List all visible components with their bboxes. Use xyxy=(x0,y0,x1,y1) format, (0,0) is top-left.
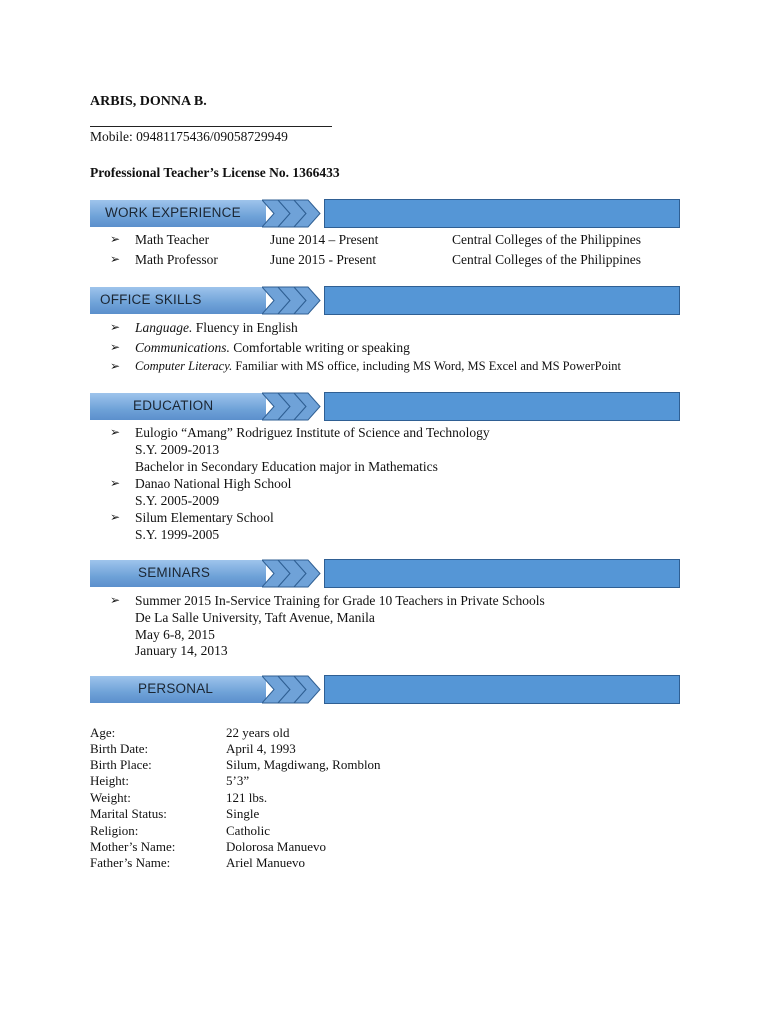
arrow-bullet-icon: ➢ xyxy=(110,320,121,334)
arrow-bullet-icon: ➢ xyxy=(110,232,121,246)
seminar-date: May 6-8, 2015 xyxy=(135,627,215,642)
section-bar xyxy=(324,286,680,315)
arrow-bullet-icon: ➢ xyxy=(110,593,121,607)
school-years: S.Y. 2009-2013 xyxy=(135,442,220,457)
school-years: S.Y. 2005-2009 xyxy=(135,493,220,508)
skill-text: Fluency in English xyxy=(195,320,298,335)
skill-text: Comfortable writing or speaking xyxy=(233,340,410,355)
personal-label: Religion: xyxy=(90,823,139,838)
personal-label: Height: xyxy=(90,773,129,788)
work-period: June 2015 - Present xyxy=(270,252,377,267)
arrow-bullet-icon: ➢ xyxy=(110,340,121,354)
teacher-license: Professional Teacher’s License No. 1366433 xyxy=(90,165,340,180)
skill-label: Communications. xyxy=(135,340,230,355)
work-title: Math Professor xyxy=(135,252,218,267)
personal-value: 121 lbs. xyxy=(226,790,268,805)
personal-value: Dolorosa Manuevo xyxy=(226,839,327,854)
personal-label: Birth Place: xyxy=(90,757,152,772)
arrow-bullet-icon: ➢ xyxy=(110,510,121,524)
school-name: Silum Elementary School xyxy=(135,510,274,525)
chevron-right-icon xyxy=(262,559,322,588)
chevron-right-icon xyxy=(262,675,322,704)
section-bar xyxy=(324,675,680,704)
chevron-right-icon xyxy=(262,199,322,228)
mobile-number: Mobile: 09481175436/09058729949 xyxy=(90,129,288,144)
personal-label: Mother’s Name: xyxy=(90,839,176,854)
section-title-seminars: SEMINARS xyxy=(138,565,211,580)
arrow-bullet-icon: ➢ xyxy=(110,425,121,439)
school-degree: Bachelor in Secondary Education major in Mathematics xyxy=(135,459,438,474)
personal-value: Single xyxy=(226,806,260,821)
personal-label: Marital Status: xyxy=(90,806,167,821)
personal-label: Weight: xyxy=(90,790,131,805)
name-underline xyxy=(90,126,332,127)
school-name: Eulogio “Amang” Rodriguez Institute of Science and Technology xyxy=(135,425,490,440)
section-header-seminars xyxy=(90,559,680,588)
section-title-work-experience: WORK EXPERIENCE xyxy=(105,205,241,220)
skill-label: Computer Literacy. xyxy=(135,359,233,373)
work-employer: Central Colleges of the Philippines xyxy=(452,232,641,247)
arrow-bullet-icon: ➢ xyxy=(110,476,121,490)
personal-value: Catholic xyxy=(226,823,271,838)
school-name: Danao National High School xyxy=(135,476,292,491)
section-title-education: EDUCATION xyxy=(133,398,214,413)
seminar-date: January 14, 2013 xyxy=(135,643,228,658)
work-employer: Central Colleges of the Philippines xyxy=(452,252,641,267)
skill-text: Familiar with MS office, including MS Word, MS Excel and MS PowerPoint xyxy=(235,359,622,373)
work-period: June 2014 – Present xyxy=(270,232,379,247)
personal-value: April 4, 1993 xyxy=(226,741,296,756)
applicant-name: ARBIS, DONNA B. xyxy=(90,94,207,109)
section-bar xyxy=(324,559,680,588)
section-bar xyxy=(324,392,680,421)
section-bar xyxy=(324,199,680,228)
seminar-title: Summer 2015 In-Service Training for Grade 10 Teachers in Private Schools xyxy=(135,593,545,608)
seminar-venue: De La Salle University, Taft Avenue, Manila xyxy=(135,610,375,625)
personal-label: Father’s Name: xyxy=(90,855,171,870)
school-years: S.Y. 1999-2005 xyxy=(135,527,220,542)
section-header-personal xyxy=(90,675,680,704)
section-title-office-skills: OFFICE SKILLS xyxy=(100,292,202,307)
personal-label: Age: xyxy=(90,725,116,740)
chevron-right-icon xyxy=(262,286,322,315)
personal-label: Birth Date: xyxy=(90,741,149,756)
section-header-work-experience xyxy=(90,199,680,228)
personal-value: 22 years old xyxy=(226,725,290,740)
chevron-right-icon xyxy=(262,392,322,421)
work-title: Math Teacher xyxy=(135,232,210,247)
section-title-personal: PERSONAL xyxy=(138,681,214,696)
personal-value: Silum, Magdiwang, Romblon xyxy=(226,757,381,772)
arrow-bullet-icon: ➢ xyxy=(110,359,121,373)
arrow-bullet-icon: ➢ xyxy=(110,252,121,266)
personal-value: 5’3” xyxy=(226,773,250,788)
section-header-office-skills xyxy=(90,286,680,315)
section-header-education xyxy=(90,392,680,421)
personal-value: Ariel Manuevo xyxy=(226,855,306,870)
skill-label: Language. xyxy=(135,320,193,335)
